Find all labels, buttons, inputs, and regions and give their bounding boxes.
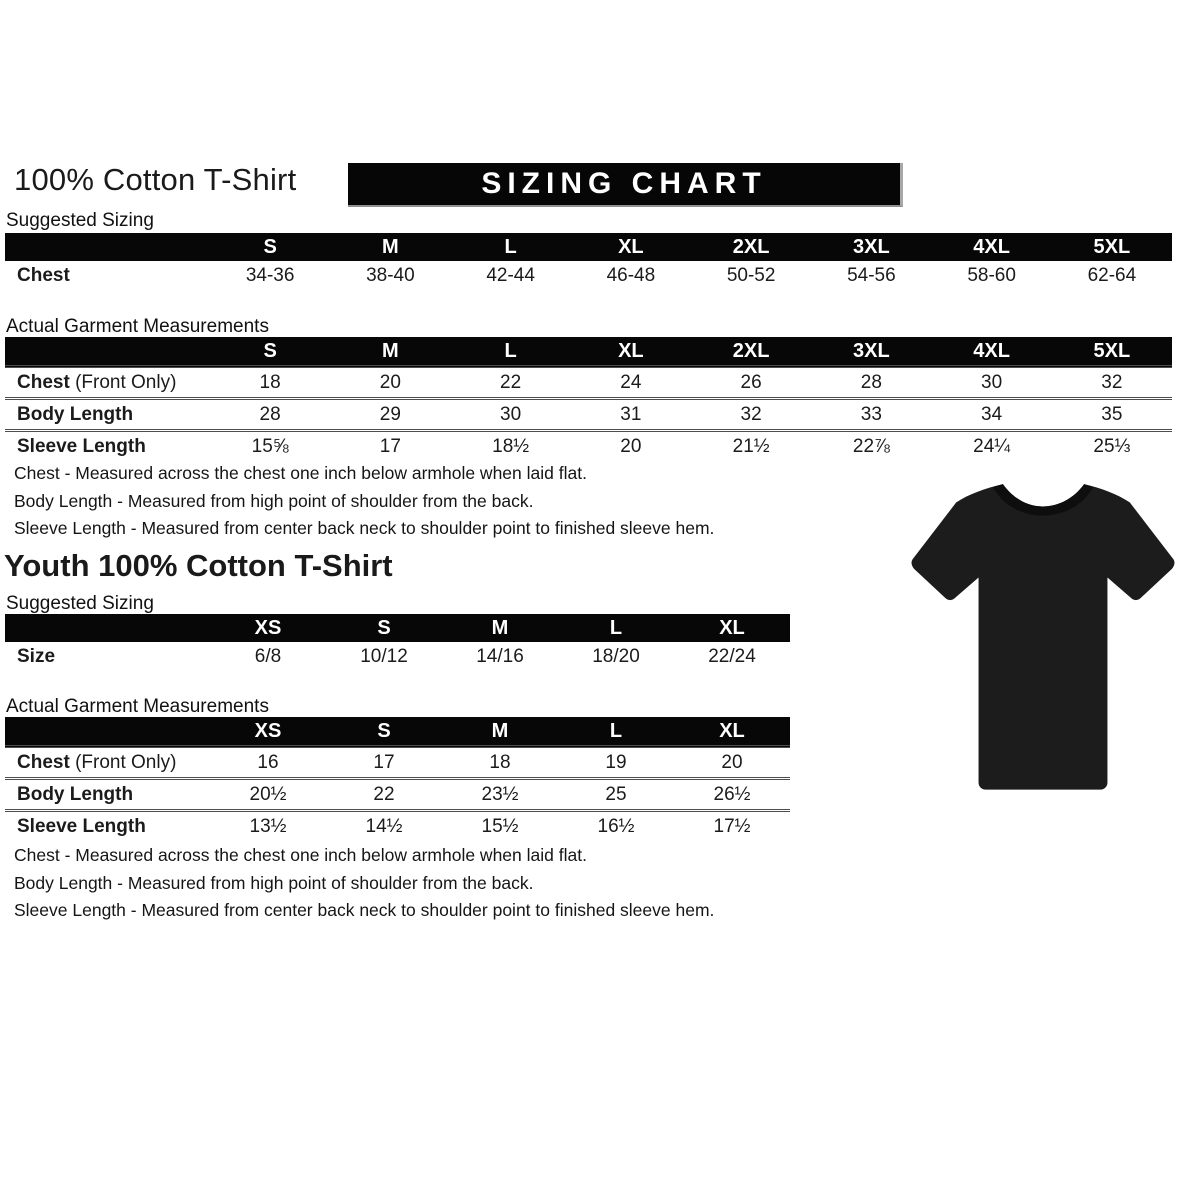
table-cell: 18/20 [592, 645, 640, 667]
youth-suggested-sizing-table [5, 614, 790, 671]
table-cell: 22 [373, 783, 395, 805]
table-cell: 18 [259, 371, 281, 393]
table-cell: 16½ [597, 815, 635, 837]
table-cell: 26 [740, 371, 762, 393]
row-label: Chest (Front Only) [17, 371, 177, 393]
tshirt-body [912, 484, 1175, 789]
column-header: XL [571, 337, 691, 367]
table-row [5, 779, 790, 811]
adult-actual-measurements-table [5, 337, 1172, 461]
table-cell: 17 [379, 435, 401, 457]
column-header: M [330, 233, 450, 261]
table-cell: 33 [860, 403, 882, 425]
table-cell: 16 [257, 751, 279, 773]
sizing-chart-banner [348, 163, 903, 207]
table-cell: 50-52 [726, 264, 776, 286]
adult-suggested-sizing-table [5, 233, 1172, 290]
table-cell: 30 [981, 371, 1003, 393]
header-row [5, 337, 1172, 367]
table-cell: 31 [620, 403, 642, 425]
table-cell: 42-44 [486, 264, 535, 286]
youth-measurement-notes [14, 842, 714, 925]
column-header: 3XL [811, 337, 931, 367]
row-label: Chest [17, 264, 70, 286]
table-cell: 17½ [713, 815, 751, 837]
row-label: Sleeve Length [17, 815, 146, 837]
note-sleeve-length: Sleeve Length - Measured from center back neck to shoulder point to finished sleeve hem. [14, 518, 715, 538]
column-header: S [210, 233, 330, 261]
adult-measurement-notes [14, 460, 714, 543]
row-label: Sleeve Length [17, 435, 146, 457]
table-row [5, 811, 790, 842]
table-cell: 14/16 [476, 645, 524, 667]
table-cell: 62-64 [1087, 264, 1137, 286]
column-header [5, 717, 210, 747]
table-cell: 6/8 [254, 645, 282, 667]
table-cell: 20 [721, 751, 743, 773]
tshirt-illustration [893, 476, 1193, 816]
page-title: 100% Cotton T-Shirt [14, 162, 297, 197]
youth-section-title: Youth 100% Cotton T-Shirt [4, 548, 393, 583]
adult-actual-measurements-label: Actual Garment Measurements [6, 316, 269, 337]
column-header: L [558, 717, 674, 747]
column-header [5, 337, 210, 367]
table-cell: 46-48 [606, 264, 656, 286]
column-header: L [558, 614, 674, 642]
table-cell: 34 [981, 403, 1003, 425]
table-row [5, 399, 1172, 431]
column-header: XL [674, 717, 790, 747]
note-body-length: Body Length - Measured from high point of shoulder from the back. [14, 490, 534, 511]
youth-actual-measurements-label: Actual Garment Measurements [6, 696, 269, 717]
header-row [5, 717, 790, 747]
note-chest: Chest - Measured across the chest one inch below armhole when laid flat. [14, 845, 587, 865]
table-cell: 32 [1101, 371, 1123, 393]
table-cell: 23½ [481, 783, 519, 805]
table-cell: 28 [259, 403, 281, 425]
table-cell: 19 [605, 751, 627, 773]
column-header: XL [571, 233, 691, 261]
table-cell: 28 [860, 371, 882, 393]
column-header: S [210, 337, 330, 367]
column-header: XS [210, 717, 326, 747]
column-header: M [330, 337, 450, 367]
header-row [5, 233, 1172, 261]
row-label: Chest (Front Only) [17, 751, 177, 773]
table-cell: 18 [489, 751, 511, 773]
table-cell: 24¼ [973, 435, 1011, 457]
row-label: Body Length [17, 403, 134, 425]
row-label: Size [17, 645, 56, 667]
table-cell: 22/24 [708, 645, 756, 667]
table-cell: 21½ [732, 435, 770, 457]
column-header: 5XL [1052, 233, 1172, 261]
table-cell: 35 [1101, 403, 1123, 425]
table-cell: 13½ [249, 815, 287, 837]
table-cell: 26½ [713, 783, 751, 805]
column-header [5, 233, 210, 261]
table-cell: 22 [500, 371, 522, 393]
table-cell: 15⅝ [251, 435, 289, 457]
table-row [5, 367, 1172, 399]
tshirt-photo [893, 476, 1193, 816]
column-header: S [326, 614, 442, 642]
column-header: XS [210, 614, 326, 642]
table-cell: 24 [620, 371, 642, 393]
column-header: 4XL [932, 337, 1052, 367]
column-header: 2XL [691, 337, 811, 367]
row-label: Body Length [17, 783, 134, 805]
table-cell: 20½ [249, 783, 287, 805]
table-cell: 15½ [481, 815, 519, 837]
column-header: M [442, 614, 558, 642]
column-header: M [442, 717, 558, 747]
table-row [5, 642, 790, 671]
column-header: L [451, 233, 571, 261]
table-cell: 38-40 [366, 264, 415, 286]
table-cell: 58-60 [967, 264, 1016, 286]
table-cell: 25⅓ [1093, 435, 1131, 457]
table-row [5, 261, 1172, 290]
column-header: 5XL [1052, 337, 1172, 367]
column-header: 3XL [811, 233, 931, 261]
column-header: 2XL [691, 233, 811, 261]
table-cell: 34-36 [245, 264, 295, 286]
table-cell: 29 [379, 403, 401, 425]
column-header: XL [674, 614, 790, 642]
table-cell: 30 [500, 403, 522, 425]
sizing-chart-banner-label: SIZING CHART [481, 167, 767, 200]
note-body-length: Body Length - Measured from high point of shoulder from the back. [14, 872, 534, 893]
youth-suggested-sizing-label: Suggested Sizing [6, 593, 154, 614]
table-cell: 17 [373, 751, 395, 773]
adult-suggested-sizing-label: Suggested Sizing [6, 210, 154, 231]
table-cell: 20 [379, 371, 401, 393]
table-cell: 18½ [492, 435, 530, 457]
note-sleeve-length: Sleeve Length - Measured from center back neck to shoulder point to finished sleeve hem. [14, 900, 715, 920]
table-cell: 25 [605, 783, 627, 805]
table-row [5, 747, 790, 779]
header-row [5, 614, 790, 642]
note-chest: Chest - Measured across the chest one inch below armhole when laid flat. [14, 463, 587, 483]
table-cell: 54-56 [847, 264, 896, 286]
table-cell: 20 [620, 435, 642, 457]
youth-actual-measurements-table [5, 717, 790, 841]
column-header: 4XL [932, 233, 1052, 261]
table-cell: 10/12 [360, 645, 408, 667]
table-cell: 32 [740, 403, 762, 425]
column-header: S [326, 717, 442, 747]
table-cell: 14½ [365, 815, 403, 837]
column-header [5, 614, 210, 642]
table-cell: 22⅞ [852, 435, 890, 457]
table-row [5, 431, 1172, 462]
column-header: L [451, 337, 571, 367]
